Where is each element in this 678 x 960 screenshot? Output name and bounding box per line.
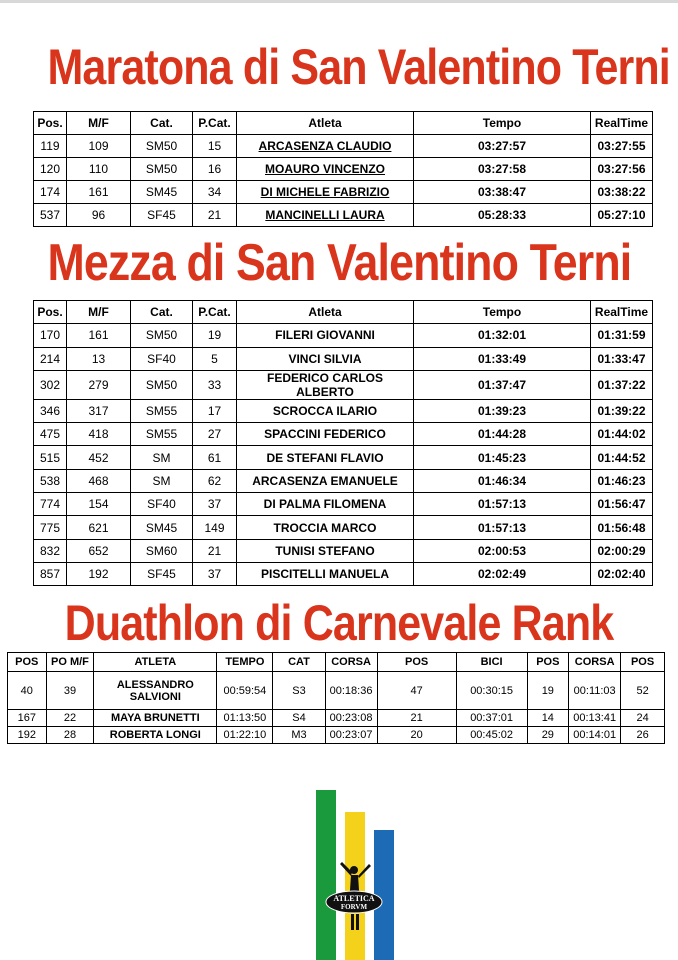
table-cell: 01:44:02	[591, 423, 653, 446]
logo-text-top: ATLETICA	[333, 894, 375, 903]
table-cell: 119	[34, 135, 67, 158]
table-cell: 20	[377, 727, 456, 744]
table-cell: 05:28:33	[414, 204, 591, 227]
table-cell: M3	[273, 727, 325, 744]
column-header: M/F	[67, 301, 131, 324]
table-cell: 02:00:29	[591, 539, 653, 562]
table-cell: 52	[621, 672, 665, 710]
column-header: P.Cat.	[193, 112, 237, 135]
column-header: Pos.	[34, 112, 67, 135]
table-cell: 120	[34, 158, 67, 181]
table-row	[34, 399, 653, 422]
table-cell: SM55	[131, 423, 193, 446]
table-cell: 170	[34, 324, 67, 347]
table-cell: SM	[131, 469, 193, 492]
table-cell: 01:22:10	[217, 727, 273, 744]
athlete-name-cell: FEDERICO CARLOS ALBERTO	[237, 370, 414, 399]
athlete-name-cell: TUNISI STEFANO	[237, 539, 414, 562]
athlete-name-cell: MAYA BRUNETTI	[94, 710, 217, 727]
table-cell: 00:13:41	[569, 710, 621, 727]
table-cell: 01:39:22	[591, 399, 653, 422]
table-cell: 475	[34, 423, 67, 446]
table-row	[34, 370, 653, 399]
table-cell: 02:00:53	[414, 539, 591, 562]
athlete-name-cell: VINCI SILVIA	[237, 347, 414, 370]
table-cell: 01:13:50	[217, 710, 273, 727]
table-cell: 61	[193, 446, 237, 469]
athlete-name-cell: FILERI GIOVANNI	[237, 324, 414, 347]
table-cell: 161	[67, 324, 131, 347]
table-cell: SF40	[131, 493, 193, 516]
column-header: RealTime	[591, 301, 653, 324]
table-cell: SF45	[131, 562, 193, 585]
athlete-name-cell: DI PALMA FILOMENA	[237, 493, 414, 516]
table-cell: 192	[67, 562, 131, 585]
table-cell: 00:11:03	[569, 672, 621, 710]
athlete-name-cell: ROBERTA LONGI	[94, 727, 217, 744]
table-cell: 01:57:13	[414, 493, 591, 516]
table-cell: 01:46:34	[414, 469, 591, 492]
table-cell: 00:14:01	[569, 727, 621, 744]
column-header: RealTime	[591, 112, 653, 135]
duathlon-title: Duathlon di Carnevale Rank	[64, 595, 614, 651]
table-cell: 21	[193, 204, 237, 227]
table-cell: 154	[67, 493, 131, 516]
table-row	[34, 324, 653, 347]
table-row	[34, 158, 653, 181]
column-header: POS	[621, 653, 665, 672]
table-cell: 418	[67, 423, 131, 446]
table-cell: 01:32:01	[414, 324, 591, 347]
table-cell: 00:23:07	[325, 727, 377, 744]
table-cell: 538	[34, 469, 67, 492]
table-cell: 39	[46, 672, 94, 710]
table-cell: 62	[193, 469, 237, 492]
table-cell: 34	[193, 181, 237, 204]
table-cell: 17	[193, 399, 237, 422]
table-cell: 19	[193, 324, 237, 347]
table-cell: 03:27:57	[414, 135, 591, 158]
logo-blue-bar	[374, 830, 394, 960]
table-cell: 24	[621, 710, 665, 727]
column-header: Cat.	[131, 301, 193, 324]
table-cell: 96	[67, 204, 131, 227]
table-cell: 149	[193, 516, 237, 539]
athlete-name-cell: SCROCCA ILARIO	[237, 399, 414, 422]
table-cell: 214	[34, 347, 67, 370]
table-cell: 174	[34, 181, 67, 204]
table-row	[34, 493, 653, 516]
table-cell: SF40	[131, 347, 193, 370]
column-header: POS	[527, 653, 569, 672]
column-header: Tempo	[414, 301, 591, 324]
table-cell: 40	[8, 672, 47, 710]
column-header: CORSA	[569, 653, 621, 672]
duathlon-table	[7, 652, 665, 744]
table-cell: 161	[67, 181, 131, 204]
table-cell: 37	[193, 493, 237, 516]
table-cell: 346	[34, 399, 67, 422]
logo-green-bar	[316, 790, 336, 960]
table-cell: 652	[67, 539, 131, 562]
column-header: CORSA	[325, 653, 377, 672]
table-cell: 01:44:52	[591, 446, 653, 469]
table-cell: S4	[273, 710, 325, 727]
table-cell: 192	[8, 727, 47, 744]
maratona-table	[33, 111, 653, 227]
table-cell: 01:31:59	[591, 324, 653, 347]
table-cell: 03:27:55	[591, 135, 653, 158]
table-cell: SM45	[131, 181, 193, 204]
table-cell: 00:59:54	[217, 672, 273, 710]
table-cell: SM50	[131, 324, 193, 347]
table-cell: 03:38:47	[414, 181, 591, 204]
column-header: ATLETA	[94, 653, 217, 672]
column-header: POS	[8, 653, 47, 672]
table-cell: 01:45:23	[414, 446, 591, 469]
column-header: P.Cat.	[193, 301, 237, 324]
table-row	[34, 347, 653, 370]
table-header-row	[34, 112, 653, 135]
column-header: M/F	[67, 112, 131, 135]
table-cell: 29	[527, 727, 569, 744]
table-cell: 37	[193, 562, 237, 585]
table-cell: 05:27:10	[591, 204, 653, 227]
table-cell: 27	[193, 423, 237, 446]
table-cell: 03:27:56	[591, 158, 653, 181]
table-cell: 00:23:08	[325, 710, 377, 727]
table-cell: 01:57:13	[414, 516, 591, 539]
table-cell: 317	[67, 399, 131, 422]
table-cell: 01:37:47	[414, 370, 591, 399]
column-header: Atleta	[237, 112, 414, 135]
athlete-name-cell: SPACCINI FEDERICO	[237, 423, 414, 446]
logo-text-bottom: FORVM	[340, 903, 368, 911]
table-row	[34, 469, 653, 492]
table-header-row	[34, 301, 653, 324]
athlete-name-cell: ALESSANDRO SALVIONI	[94, 672, 217, 710]
mezza-table	[33, 300, 653, 586]
table-cell: SM55	[131, 399, 193, 422]
athlete-name-cell: PISCITELLI MANUELA	[237, 562, 414, 585]
maratona-title: Maratona di San Valentino Terni	[47, 39, 670, 95]
table-cell: SM60	[131, 539, 193, 562]
table-cell: 26	[621, 727, 665, 744]
table-row	[34, 516, 653, 539]
table-cell: 02:02:40	[591, 562, 653, 585]
table-cell: 775	[34, 516, 67, 539]
table-cell: 279	[67, 370, 131, 399]
table-cell: 452	[67, 446, 131, 469]
table-cell: 21	[193, 539, 237, 562]
column-header: Atleta	[237, 301, 414, 324]
athlete-name-cell: DI MICHELE FABRIZIO	[237, 181, 414, 204]
table-cell: 01:33:49	[414, 347, 591, 370]
table-cell: 03:38:22	[591, 181, 653, 204]
table-cell: 16	[193, 158, 237, 181]
table-cell: 621	[67, 516, 131, 539]
table-cell: 22	[46, 710, 94, 727]
column-header: Cat.	[131, 112, 193, 135]
athlete-name-cell: MANCINELLI LAURA	[237, 204, 414, 227]
table-row	[34, 135, 653, 158]
table-header-row	[8, 653, 665, 672]
athlete-name-cell: DE STEFANI FLAVIO	[237, 446, 414, 469]
table-cell: 302	[34, 370, 67, 399]
column-header: TEMPO	[217, 653, 273, 672]
table-cell: SM	[131, 446, 193, 469]
top-border	[0, 0, 678, 3]
table-cell: 01:39:23	[414, 399, 591, 422]
table-cell: 515	[34, 446, 67, 469]
table-cell: 109	[67, 135, 131, 158]
table-cell: 02:02:49	[414, 562, 591, 585]
table-cell: 468	[67, 469, 131, 492]
column-header: BICI	[456, 653, 527, 672]
table-cell: 00:18:36	[325, 672, 377, 710]
table-cell: 857	[34, 562, 67, 585]
atletica-forvm-logo	[312, 790, 396, 960]
table-row	[34, 204, 653, 227]
table-cell: 01:37:22	[591, 370, 653, 399]
table-cell: 537	[34, 204, 67, 227]
table-cell: 21	[377, 710, 456, 727]
table-row	[34, 562, 653, 585]
column-header: CAT	[273, 653, 325, 672]
table-cell: 01:56:47	[591, 493, 653, 516]
table-cell: SF45	[131, 204, 193, 227]
table-cell: 00:30:15	[456, 672, 527, 710]
table-cell: SM45	[131, 516, 193, 539]
table-cell: 5	[193, 347, 237, 370]
table-row	[34, 181, 653, 204]
table-cell: 15	[193, 135, 237, 158]
athlete-name-cell: ARCASENZA CLAUDIO	[237, 135, 414, 158]
table-cell: 33	[193, 370, 237, 399]
table-cell: 19	[527, 672, 569, 710]
table-row	[34, 539, 653, 562]
table-cell: 01:44:28	[414, 423, 591, 446]
table-cell: 14	[527, 710, 569, 727]
table-cell: 13	[67, 347, 131, 370]
athlete-name-cell: MOAURO VINCENZO	[237, 158, 414, 181]
table-cell: 00:37:01	[456, 710, 527, 727]
table-row	[34, 423, 653, 446]
table-cell: 167	[8, 710, 47, 727]
column-header: POS	[377, 653, 456, 672]
column-header: Tempo	[414, 112, 591, 135]
column-header: Pos.	[34, 301, 67, 324]
table-row	[34, 446, 653, 469]
column-header: PO M/F	[46, 653, 94, 672]
table-row	[8, 727, 665, 744]
table-cell: 00:45:02	[456, 727, 527, 744]
table-cell: 28	[46, 727, 94, 744]
table-cell: SM50	[131, 370, 193, 399]
athlete-name-cell: ARCASENZA EMANUELE	[237, 469, 414, 492]
table-cell: 774	[34, 493, 67, 516]
table-cell: 01:46:23	[591, 469, 653, 492]
table-row	[8, 672, 665, 710]
table-cell: SM50	[131, 158, 193, 181]
athlete-name-cell: TROCCIA MARCO	[237, 516, 414, 539]
table-cell: S3	[273, 672, 325, 710]
table-cell: 832	[34, 539, 67, 562]
table-cell: 110	[67, 158, 131, 181]
table-row	[8, 710, 665, 727]
table-cell: 01:33:47	[591, 347, 653, 370]
table-cell: SM50	[131, 135, 193, 158]
table-cell: 47	[377, 672, 456, 710]
mezza-title: Mezza di San Valentino Terni	[47, 234, 632, 292]
table-cell: 01:56:48	[591, 516, 653, 539]
table-cell: 03:27:58	[414, 158, 591, 181]
